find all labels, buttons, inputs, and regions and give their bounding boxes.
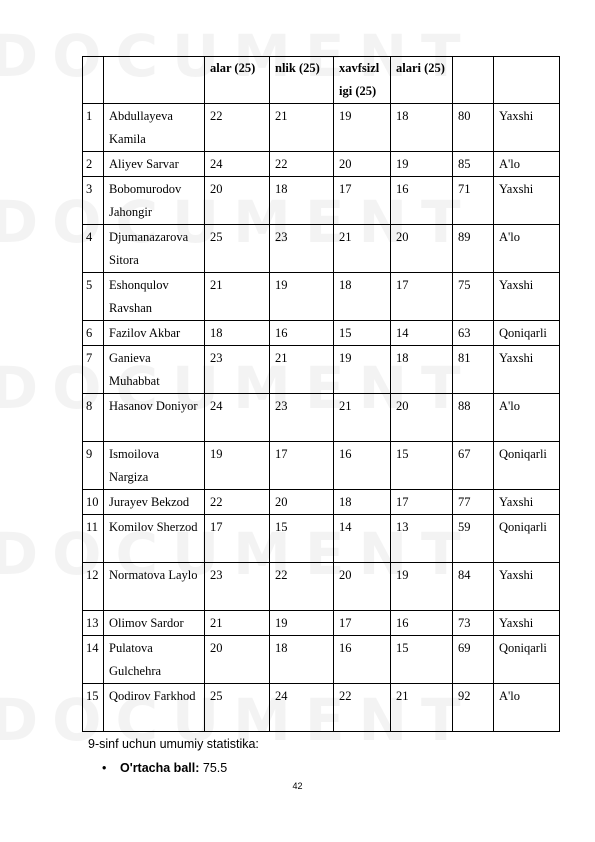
student-name-cell: Djumanazarova Sitora	[104, 225, 205, 273]
row-number-cell: 6	[83, 321, 104, 346]
score-cell: 22	[205, 490, 270, 515]
student-name-cell: Ganieva Muhabbat	[104, 346, 205, 394]
student-name-cell: Abdullayeva Kamila	[104, 104, 205, 152]
table-row	[83, 394, 560, 442]
score-cell: 19	[205, 442, 270, 490]
row-number-cell: 14	[83, 636, 104, 684]
score-cell: Yaxshi	[494, 177, 560, 225]
score-cell: 19	[270, 611, 334, 636]
header-cell	[453, 57, 494, 104]
score-cell: 17	[391, 490, 453, 515]
score-cell: 23	[205, 346, 270, 394]
table-row	[83, 563, 560, 611]
score-cell: 17	[334, 611, 391, 636]
row-number-cell: 4	[83, 225, 104, 273]
row-number-cell: 8	[83, 394, 104, 442]
header-cell: alar (25)	[205, 57, 270, 104]
score-cell: 21	[391, 684, 453, 732]
summary-title: 9-sinf uchun umumiy statistika:	[88, 737, 259, 751]
score-cell: Yaxshi	[494, 104, 560, 152]
score-cell: 15	[270, 515, 334, 563]
score-cell: Qoniqarli	[494, 321, 560, 346]
score-cell: 21	[205, 611, 270, 636]
score-cell: 19	[334, 104, 391, 152]
score-cell: 20	[391, 225, 453, 273]
score-cell: 23	[205, 563, 270, 611]
score-cell: 15	[391, 636, 453, 684]
score-cell: 16	[391, 611, 453, 636]
table-row	[83, 490, 560, 515]
score-cell: 59	[453, 515, 494, 563]
score-cell: Yaxshi	[494, 490, 560, 515]
row-number-cell: 5	[83, 273, 104, 321]
score-cell: 16	[270, 321, 334, 346]
table-row	[83, 684, 560, 732]
score-cell: 73	[453, 611, 494, 636]
score-cell: 16	[334, 636, 391, 684]
score-cell: 14	[391, 321, 453, 346]
score-cell: 18	[205, 321, 270, 346]
table-row	[83, 611, 560, 636]
score-cell: A'lo	[494, 225, 560, 273]
student-name-cell: Hasanov Doniyor	[104, 394, 205, 442]
score-cell: 19	[334, 346, 391, 394]
row-number-cell: 10	[83, 490, 104, 515]
student-name-cell: Eshonqulov Ravshan	[104, 273, 205, 321]
score-cell: 15	[391, 442, 453, 490]
score-cell: 20	[205, 636, 270, 684]
score-cell: Yaxshi	[494, 346, 560, 394]
header-cell: xavfsizl igi (25)	[334, 57, 391, 104]
student-name-cell: Ismoilova Nargiza	[104, 442, 205, 490]
score-cell: 80	[453, 104, 494, 152]
score-cell: 18	[391, 104, 453, 152]
score-cell: Qoniqarli	[494, 442, 560, 490]
score-cell: 21	[205, 273, 270, 321]
row-number-cell: 3	[83, 177, 104, 225]
student-name-cell: Bobomurodov Jahongir	[104, 177, 205, 225]
score-cell: 19	[270, 273, 334, 321]
score-cell: 17	[205, 515, 270, 563]
table-row	[83, 273, 560, 321]
score-cell: 20	[334, 563, 391, 611]
table-row	[83, 515, 560, 563]
score-cell: Yaxshi	[494, 611, 560, 636]
table-header-row	[83, 57, 560, 104]
score-cell: Yaxshi	[494, 273, 560, 321]
score-cell: 15	[334, 321, 391, 346]
row-number-cell: 13	[83, 611, 104, 636]
table-row	[83, 636, 560, 684]
row-number-cell: 2	[83, 152, 104, 177]
score-cell: 24	[205, 394, 270, 442]
student-name-cell: Olimov Sardor	[104, 611, 205, 636]
score-cell: 14	[334, 515, 391, 563]
score-cell: 63	[453, 321, 494, 346]
score-cell: 24	[270, 684, 334, 732]
score-cell: 85	[453, 152, 494, 177]
score-cell: 16	[334, 442, 391, 490]
score-cell: 19	[391, 152, 453, 177]
score-cell: 20	[205, 177, 270, 225]
score-cell: 24	[205, 152, 270, 177]
score-cell: 16	[391, 177, 453, 225]
score-cell: 84	[453, 563, 494, 611]
score-cell: 77	[453, 490, 494, 515]
score-cell: 23	[270, 225, 334, 273]
student-name-cell: Qodirov Farkhod	[104, 684, 205, 732]
score-cell: 89	[453, 225, 494, 273]
score-cell: Qoniqarli	[494, 515, 560, 563]
score-cell: 22	[270, 563, 334, 611]
header-cell	[494, 57, 560, 104]
bullet-icon: •	[102, 761, 107, 775]
row-number-cell: 11	[83, 515, 104, 563]
score-cell: 22	[205, 104, 270, 152]
score-cell: 71	[453, 177, 494, 225]
score-cell: A'lo	[494, 394, 560, 442]
row-number-cell: 9	[83, 442, 104, 490]
score-cell: Qoniqarli	[494, 636, 560, 684]
score-cell: 17	[391, 273, 453, 321]
score-cell: 18	[391, 346, 453, 394]
score-cell: 17	[270, 442, 334, 490]
average-value: 75.5	[202, 761, 228, 775]
score-cell: 88	[453, 394, 494, 442]
score-cell: 21	[334, 394, 391, 442]
student-name-cell: Normatova Laylo	[104, 563, 205, 611]
score-cell: 23	[270, 394, 334, 442]
score-cell: 25	[205, 225, 270, 273]
row-number-cell: 1	[83, 104, 104, 152]
average-score-item	[102, 761, 227, 775]
average-label: O'rtacha ball:	[120, 761, 200, 775]
table-row	[83, 442, 560, 490]
score-cell: 67	[453, 442, 494, 490]
student-name-cell: Aliyev Sarvar	[104, 152, 205, 177]
score-cell: 25	[205, 684, 270, 732]
header-cell	[83, 57, 104, 104]
score-cell: 81	[453, 346, 494, 394]
score-cell: 20	[391, 394, 453, 442]
score-cell: 18	[270, 636, 334, 684]
score-cell: A'lo	[494, 684, 560, 732]
score-cell: 19	[391, 563, 453, 611]
header-cell: nlik (25)	[270, 57, 334, 104]
score-cell: 22	[270, 152, 334, 177]
table-row	[83, 321, 560, 346]
score-cell: 92	[453, 684, 494, 732]
student-name-cell: Jurayev Bekzod	[104, 490, 205, 515]
score-cell: 20	[334, 152, 391, 177]
score-cell: 18	[270, 177, 334, 225]
score-cell: 20	[270, 490, 334, 515]
row-number-cell: 15	[83, 684, 104, 732]
student-name-cell: Komilov Sherzod	[104, 515, 205, 563]
score-cell: 21	[270, 346, 334, 394]
score-cell: 22	[334, 684, 391, 732]
table-row	[83, 152, 560, 177]
grades-table	[82, 56, 560, 732]
row-number-cell: 12	[83, 563, 104, 611]
table-row	[83, 177, 560, 225]
score-cell: 69	[453, 636, 494, 684]
student-name-cell: Fazilov Akbar	[104, 321, 205, 346]
score-cell: 21	[270, 104, 334, 152]
table-body	[83, 104, 560, 732]
score-cell: 75	[453, 273, 494, 321]
score-cell: 18	[334, 490, 391, 515]
score-cell: 13	[391, 515, 453, 563]
table-row	[83, 104, 560, 152]
score-cell: 17	[334, 177, 391, 225]
score-cell: 18	[334, 273, 391, 321]
score-cell: Yaxshi	[494, 563, 560, 611]
row-number-cell: 7	[83, 346, 104, 394]
score-cell: 21	[334, 225, 391, 273]
page-number: 42	[292, 781, 303, 791]
score-cell: A'lo	[494, 152, 560, 177]
header-cell: alari (25)	[391, 57, 453, 104]
student-name-cell: Pulatova Gulchehra	[104, 636, 205, 684]
header-cell	[104, 57, 205, 104]
table-row	[83, 225, 560, 273]
table-row	[83, 346, 560, 394]
